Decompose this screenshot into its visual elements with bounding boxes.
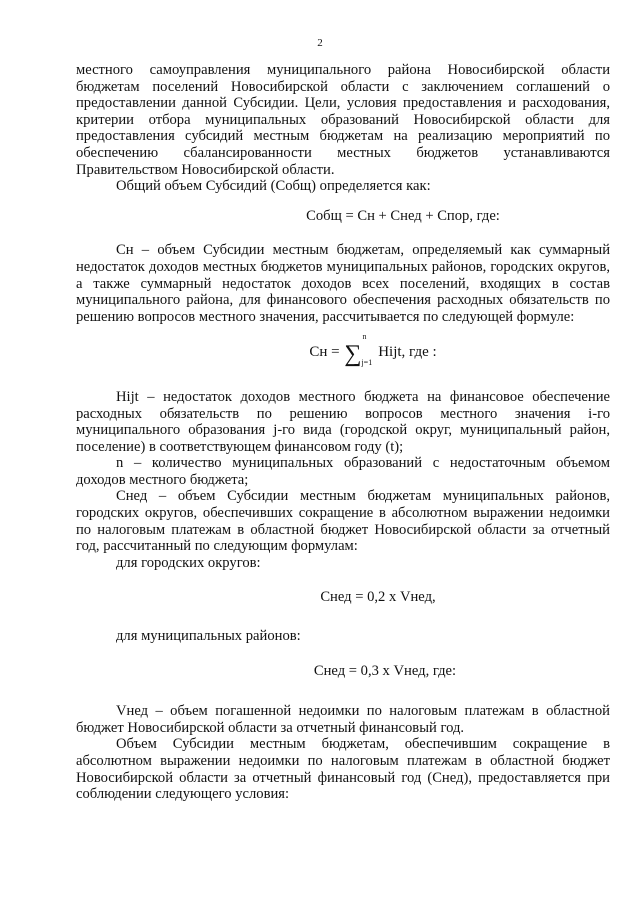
formula-cn-right: Hijt, где :: [378, 344, 437, 361]
formula-total-subsidy: Cобщ = Cн + Cнед + Cпор, где:: [306, 207, 500, 224]
paragraph-vned-definition: Vнед – объем погашенной недоимки по налоговым платежам в областной бюджет Новосибирской области за отчетный финансовый год.: [76, 703, 610, 736]
formula-cned-city: Снед = 0,2 х Vнед,: [320, 589, 436, 606]
formula-cned-district: Снед = 0,3 х Vнед, где:: [313, 662, 457, 679]
paragraph-hijt-definition: Hijt – недостаток доходов местного бюджета на финансовое обеспечение расходных обязательств по решению вопросов местного значения i-го муниципального образования j-го вида (городской округ, муниципальный район, поселение) в соответствующем финансовом году (t);: [76, 388, 610, 455]
sum-upper-limit: n: [362, 331, 367, 341]
paragraph-municipal-districts: для муниципальных районов:: [116, 628, 301, 645]
page-number: 2: [317, 37, 323, 49]
paragraph-n-definition: n – количество муниципальных образований с недостаточным объемом доходов местного бюджета;: [76, 455, 610, 488]
sum-sign: ∑: [344, 341, 362, 368]
paragraph-city-districts: для городских округов:: [116, 554, 261, 571]
paragraph-total-volume: Общий объем Субсидий (Собщ) определяется как:: [116, 178, 431, 195]
sum-limits: [361, 331, 374, 367]
sum-lower-limit: j=1: [361, 357, 373, 367]
paragraph-condition: Объем Субсидии местным бюджетам, обеспечившим сокращение в абсолютном выражении недоимки по налоговым платежам в областной бюджет Новосибирской области за отчетный финансовый год (Снед), предоставляется при соблюдении следующего условия:: [76, 736, 610, 803]
paragraph-subsidy-goals: местного самоуправления муниципального района Новосибирской области бюджетам поселений Новосибирской области с заключением соглашений о предоставлении данной Субсидии. Цели, условия предоставления и расходования, критерии отбора муниципальных образований Новосибирской области для предоставления субсидий местным бюджетам на реализацию мероприятий по обеспечению сбалансированности местных бюджетов устанавливаются Правительством Новосибирской области.: [76, 62, 610, 178]
formula-cn-left: Сн =: [309, 344, 340, 361]
formula-cn-sum: [76, 331, 610, 368]
document-body: [76, 62, 610, 803]
paragraph-cn-definition: Сн – объем Субсидии местным бюджетам, определяемый как суммарный недостаток доходов местных бюджетов муниципальных районов, городских округов, а также суммарный недостаток доходов всех поселений, входящих в состав муниципального района, для финансового обеспечения расходных обязательств по решению вопросов местного значения, рассчитывается по следующей формуле:: [76, 242, 610, 325]
formula-cn-expression: [309, 331, 437, 368]
paragraph-cned-definition: Снед – объем Субсидии местным бюджетам муниципальных районов, городских округов, обеспечивших сокращение в абсолютном выражении недоимки по налоговым платежам в областной бюджет Новосибирской области за отчетный год, рассчитанный по следующим формулам:: [76, 488, 610, 555]
